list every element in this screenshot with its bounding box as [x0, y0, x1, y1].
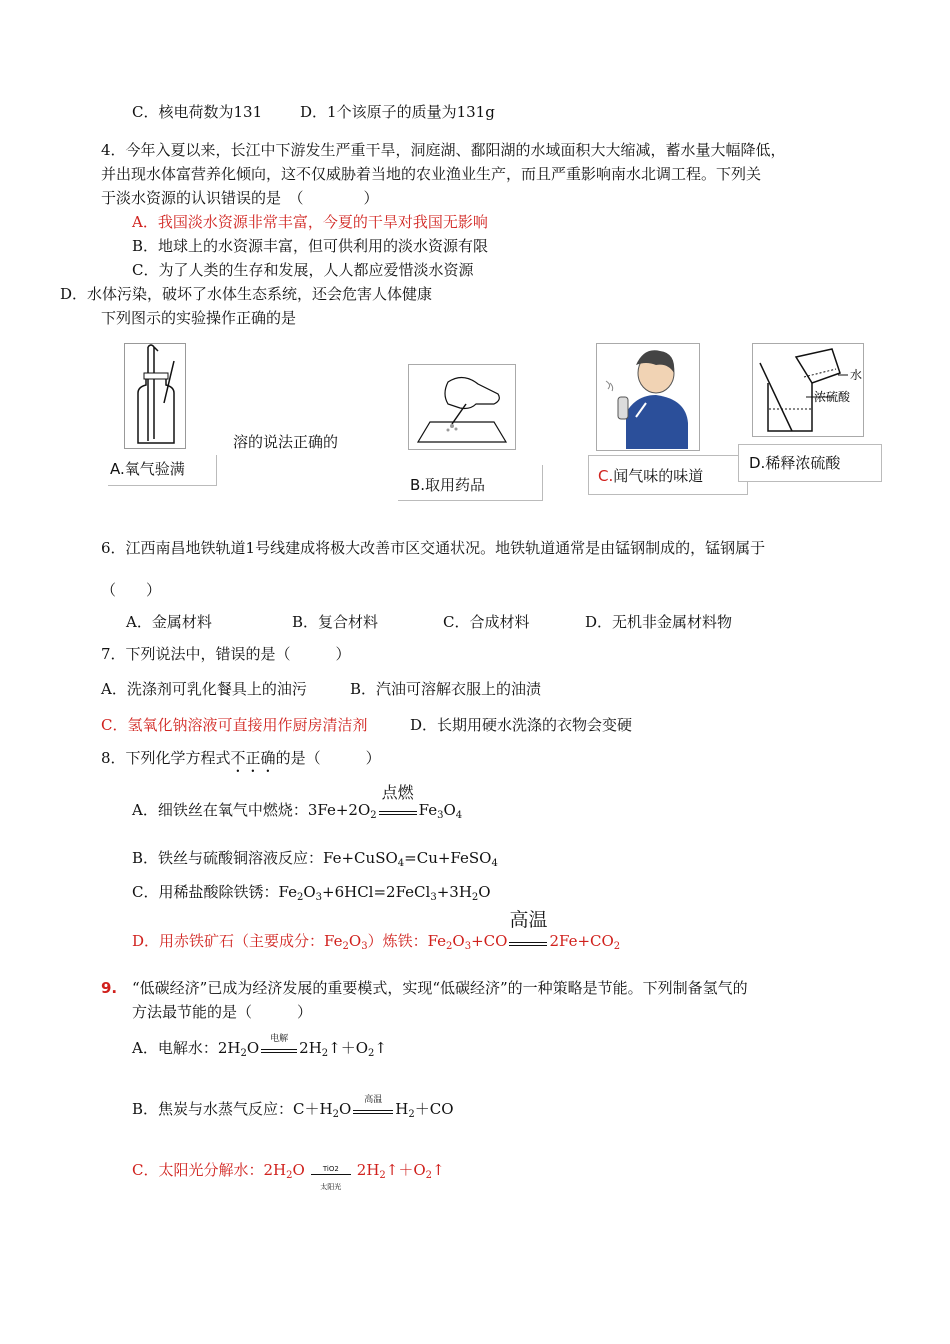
gas-bottle-icon	[124, 343, 186, 449]
q3-option-c: C．核电荷数为131	[132, 103, 263, 121]
q8-stem: 8．下列化学方程式不正确的是（ ）	[101, 749, 381, 767]
label-water: 水	[850, 368, 863, 382]
q4-option-d: D．水体污染，破坏了水体生态系统，还会危害人体健康	[60, 285, 433, 303]
q7-option-c: C．氢氧化钠溶液可直接用作厨房清洁剂	[101, 716, 368, 734]
q9-option-a: A．电解水：$2H_2O$ 电解 $2H_2↑+O_2↑$	[132, 1034, 387, 1059]
q7-option-b: B．汽油可溶解衣服上的油渍	[350, 680, 542, 698]
q9-option-b: B．焦炭与水蒸气反应：$C+H_2O$ 高温 $H_2+CO$	[132, 1095, 454, 1120]
q4-option-a: A．我国淡水资源非常丰富，今夏的干旱对我国无影响	[132, 213, 488, 231]
q4-option-b: B．地球上的水资源丰富，但可供利用的淡水资源有限	[132, 237, 489, 255]
q6-option-d: D．无机非金属材料物	[585, 613, 733, 631]
figure-d-caption: D.稀释浓硫酸	[749, 454, 841, 472]
figure-a-caption: A.氧气验满	[110, 460, 185, 478]
figure-c-caption: C.闻气味的味道	[598, 467, 704, 485]
q4-stem-line1: 4．今年入夏以来，长江中下游发生严重干旱，洞庭湖、鄱阳湖的水域面积大大缩减，蓄水量大幅降低，	[101, 141, 786, 159]
q9-option-c: C．太阳光分解水：$2H_2O$ TiO2 太阳光 $2H_2↑+O_2↑$	[132, 1161, 445, 1191]
q5-stem: 下列图示的实验操作正确的是	[101, 309, 297, 327]
q6-option-a: A．金属材料	[126, 613, 212, 631]
q3-option-d: D．1个该原子的质量为131g	[300, 103, 495, 121]
smelling-person-icon	[596, 343, 700, 451]
q8-option-a: A．细铁丝在氧气中燃烧：$3Fe+2O_2$ 点燃 $Fe_3O_4$	[132, 783, 463, 821]
q9-number: 9.	[101, 979, 118, 997]
q8-option-b: B．铁丝与硫酸铜溶液反应：Fe+CuSO$_4$=Cu+FeSO$_4$	[132, 849, 498, 869]
q4-stem-line3: 于淡水资源的认识错误的是 （ ）	[101, 189, 379, 207]
q5-fragment-text: 溶的说法正确的	[233, 433, 339, 451]
q6-option-b: B．复合材料	[292, 613, 379, 631]
q4-option-c: C．为了人类的生存和发展，人人都应爱惜淡水资源	[132, 261, 474, 279]
q7-stem: 7．下列说法中，错误的是（ ）	[101, 645, 351, 663]
figure-b-caption: B.取用药品	[410, 476, 486, 494]
q6-paren: （ ）	[101, 581, 162, 599]
powder-scoop-icon	[408, 364, 516, 450]
label-acid: 浓硫酸	[814, 390, 851, 404]
q9-stem-line2: 方法最节能的是（ ）	[132, 1003, 313, 1021]
q8-option-c: C．用稀盐酸除铁锈：$Fe_2O_3+6HCl=2FeCl_3+3H_2O$	[132, 883, 491, 903]
q6-stem: 6．江西南昌地铁轨道1号线建成将极大改善市区交通状况。地铁轨道通常是由锰钢制成的，锰钢属于	[101, 539, 766, 557]
q6-option-c: C．合成材料	[443, 613, 530, 631]
q7-option-d: D．长期用硬水洗涤的衣物会变硬	[410, 716, 633, 734]
q4-stem-line2: 并出现水体富营养化倾向，这不仅威胁着当地的农业渔业生产，而且严重影响南水北调工程。下列关	[101, 165, 762, 183]
q7-option-a: A．洗涤剂可乳化餐具上的油污	[101, 680, 307, 698]
dilute-acid-icon	[752, 343, 864, 437]
q8-option-d: D．用赤铁矿石（主要成分：$Fe_2O_3$）炼铁：$Fe_2O_3+CO$ 高温 $2Fe+CO_2$	[132, 909, 621, 952]
q9-stem-line1: “低碳经济”已成为经济发展的重要模式，实现“低碳经济”的一种策略是节能。下列制备氢气的	[132, 979, 748, 997]
